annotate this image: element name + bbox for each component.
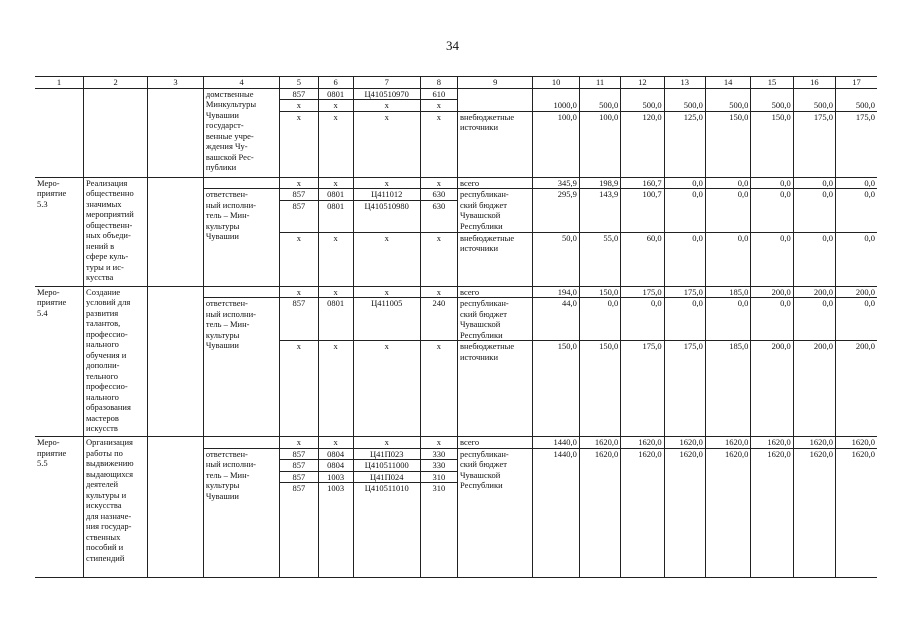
column-header: 5 xyxy=(280,77,318,89)
column-header: 14 xyxy=(705,77,750,89)
value-cell: 0,0 xyxy=(836,298,877,341)
value-cell: 0,0 xyxy=(751,232,793,286)
value-cell: 0,0 xyxy=(793,232,835,286)
cell-section: x xyxy=(318,100,353,112)
cell-section: 0804 xyxy=(318,448,353,460)
value-cell: 175,0 xyxy=(836,111,877,177)
column-header: 16 xyxy=(793,77,835,89)
cell-section: 1003 xyxy=(318,483,353,578)
activity-number: Меро- приятие 5.4 xyxy=(35,286,84,437)
funding-source: внебюджетные источники xyxy=(457,341,532,437)
value-cell: 500,0 xyxy=(751,100,793,112)
cell-target-article: Ц41П023 xyxy=(353,448,420,460)
table-row xyxy=(35,177,877,189)
cell-section: 0801 xyxy=(318,189,353,201)
value-cell: 100,0 xyxy=(533,111,579,177)
value-cell: 0,0 xyxy=(751,189,793,233)
value-cell: 1620,0 xyxy=(751,448,793,578)
value-cell: 160,7 xyxy=(621,177,664,189)
value-cell: 55,0 xyxy=(579,232,620,286)
cell-target-article: Ц410511000 xyxy=(353,460,420,472)
table-row xyxy=(35,286,877,298)
cell-target-article: x xyxy=(353,437,420,449)
activity-title: Организация работы по выдвижению выдающихся деятелей культуры и искусства для назначе- ния государ- ственных пособий и стипендий xyxy=(84,437,148,578)
cell-section: 0801 xyxy=(318,200,353,232)
cell-target-article: x xyxy=(353,111,420,177)
cell-section: 0804 xyxy=(318,460,353,472)
cell-target-article: x xyxy=(353,232,420,286)
funding-source: всего xyxy=(457,286,532,298)
column-header: 10 xyxy=(533,77,579,89)
cell-section: 0801 xyxy=(318,88,353,100)
cell-target-article: x xyxy=(353,177,420,189)
cell-section: x xyxy=(318,177,353,189)
cell-expense-group: x xyxy=(420,286,457,298)
cell-grbs: x xyxy=(280,111,318,177)
cell-target-article: x xyxy=(353,100,420,112)
value-cell: 1620,0 xyxy=(579,448,620,578)
value-cell: 0,0 xyxy=(705,298,750,341)
activity-title: Реализация общественно значимых мероприятий общественн- ных объеди- нений в сфере куль- туры и ис- кусства xyxy=(84,177,148,286)
cell-expense-group: 310 xyxy=(420,471,457,483)
cell-expense-group: 610 xyxy=(420,88,457,100)
funding-source: внебюджетные источники xyxy=(457,232,532,286)
value-cell: 175,0 xyxy=(621,341,664,437)
cell-grbs: x xyxy=(280,232,318,286)
cell-target-article: x xyxy=(353,341,420,437)
value-cell: 1620,0 xyxy=(579,437,620,449)
value-cell: 0,0 xyxy=(705,177,750,189)
cell-grbs: 857 xyxy=(280,483,318,578)
value-cell: 0,0 xyxy=(664,298,705,341)
funding-source: внебюджетные источники xyxy=(457,111,532,177)
value-cell: 500,0 xyxy=(664,100,705,112)
value-cell: 1620,0 xyxy=(793,448,835,578)
value-cell: 0,0 xyxy=(664,232,705,286)
value-cell: 0,0 xyxy=(664,177,705,189)
activity-title: Создание условий для развития талантов, профессио- нального обучения и дополни- тельного профессио- нального образования мастеров искусств xyxy=(84,286,148,437)
value-cell: 200,0 xyxy=(751,341,793,437)
cell-target-article: Ц411012 xyxy=(353,189,420,201)
executor-cell: домственные Минкультуры Чувашии государст- венные учре- ждения Чу- вашской Рес- публики xyxy=(203,88,279,177)
cell-target-article: Ц411005 xyxy=(353,298,420,341)
value-cell: 60,0 xyxy=(621,232,664,286)
funding-source: всего xyxy=(457,177,532,189)
value-cell: 50,0 xyxy=(533,232,579,286)
value-cell: 200,0 xyxy=(793,286,835,298)
value-cell: 1440,0 xyxy=(533,448,579,578)
value-cell: 500,0 xyxy=(705,100,750,112)
value-cell: 185,0 xyxy=(705,341,750,437)
value-cell: 44,0 xyxy=(533,298,579,341)
cell-grbs: 857 xyxy=(280,298,318,341)
value-cell: 200,0 xyxy=(836,341,877,437)
value-cell: 200,0 xyxy=(836,286,877,298)
cell-expense-group: x xyxy=(420,177,457,189)
cell-grbs: x xyxy=(280,341,318,437)
value-cell: 200,0 xyxy=(751,286,793,298)
value-cell: 150,0 xyxy=(579,341,620,437)
column-header: 7 xyxy=(353,77,420,89)
value-cell: 1620,0 xyxy=(664,448,705,578)
cell-grbs: x xyxy=(280,286,318,298)
value-cell: 175,0 xyxy=(664,286,705,298)
value-cell: 175,0 xyxy=(793,111,835,177)
column-header: 4 xyxy=(203,77,279,89)
value-cell: 1620,0 xyxy=(836,437,877,449)
value-cell: 1620,0 xyxy=(705,437,750,449)
funding-source: республикан- ский бюджет Чувашской Республики xyxy=(457,448,532,578)
funding-source: республикан- ский бюджет Чувашской Республики xyxy=(457,298,532,341)
value-cell: 0,0 xyxy=(751,177,793,189)
value-cell: 150,0 xyxy=(705,111,750,177)
cell-expense-group: x xyxy=(420,100,457,112)
value-cell: 150,0 xyxy=(751,111,793,177)
value-cell: 143,9 xyxy=(579,189,620,233)
value-cell: 0,0 xyxy=(705,232,750,286)
value-cell: 0,0 xyxy=(793,189,835,233)
cell-section: 1003 xyxy=(318,471,353,483)
column-header-row xyxy=(35,77,877,89)
table-row xyxy=(35,88,877,100)
cell-expense-group: x xyxy=(420,111,457,177)
cell-grbs: 857 xyxy=(280,200,318,232)
cell-expense-group: 630 xyxy=(420,200,457,232)
cell-section: x xyxy=(318,437,353,449)
executor-cell: ответствен- ный исполни- тель – Мин- культуры Чувашии xyxy=(203,448,279,578)
cell-grbs: 857 xyxy=(280,471,318,483)
cell-expense-group: 330 xyxy=(420,448,457,460)
column-header: 12 xyxy=(621,77,664,89)
cell-target-article: x xyxy=(353,286,420,298)
budget-table xyxy=(35,76,877,578)
value-cell: 194,0 xyxy=(533,286,579,298)
cell-grbs: x xyxy=(280,100,318,112)
value-cell: 0,0 xyxy=(751,298,793,341)
value-cell: 0,0 xyxy=(836,232,877,286)
cell-target-article: Ц41П024 xyxy=(353,471,420,483)
value-cell: 500,0 xyxy=(836,100,877,112)
value-cell: 150,0 xyxy=(579,286,620,298)
value-cell: 1620,0 xyxy=(836,448,877,578)
column-header: 17 xyxy=(836,77,877,89)
cell-grbs: 857 xyxy=(280,460,318,472)
value-cell: 200,0 xyxy=(793,341,835,437)
value-cell: 1620,0 xyxy=(793,437,835,449)
cell-target-article: Ц410511010 xyxy=(353,483,420,578)
cell-section: x xyxy=(318,286,353,298)
value-cell: 1440,0 xyxy=(533,437,579,449)
value-cell: 185,0 xyxy=(705,286,750,298)
value-cell: 100,7 xyxy=(621,189,664,233)
cell-expense-group: 310 xyxy=(420,483,457,578)
cell-expense-group: 240 xyxy=(420,298,457,341)
value-cell: 0,0 xyxy=(793,298,835,341)
cell-section: x xyxy=(318,341,353,437)
value-cell: 295,9 xyxy=(533,189,579,233)
column-header: 13 xyxy=(664,77,705,89)
activity-number: Меро- приятие 5.5 xyxy=(35,437,84,578)
cell-grbs: 857 xyxy=(280,88,318,100)
value-cell: 1620,0 xyxy=(705,448,750,578)
value-cell: 500,0 xyxy=(793,100,835,112)
table-row xyxy=(35,437,877,449)
activity-number: Меро- приятие 5.3 xyxy=(35,177,84,286)
value-cell: 120,0 xyxy=(621,111,664,177)
value-cell: 0,0 xyxy=(664,189,705,233)
column-header: 6 xyxy=(318,77,353,89)
value-cell: 1620,0 xyxy=(751,437,793,449)
column-header: 3 xyxy=(148,77,204,89)
cell-target-article: Ц410510970 xyxy=(353,88,420,100)
value-cell: 198,9 xyxy=(579,177,620,189)
value-cell: 0,0 xyxy=(836,189,877,233)
value-cell: 175,0 xyxy=(664,341,705,437)
value-cell: 500,0 xyxy=(579,100,620,112)
cell-expense-group: x xyxy=(420,232,457,286)
cell-grbs: 857 xyxy=(280,189,318,201)
value-cell: 150,0 xyxy=(533,341,579,437)
column-header: 11 xyxy=(579,77,620,89)
value-cell: 0,0 xyxy=(793,177,835,189)
column-header: 1 xyxy=(35,77,84,89)
cell-expense-group: x xyxy=(420,341,457,437)
funding-source: республикан- ский бюджет Чувашской Республики xyxy=(457,189,532,233)
cell-section: x xyxy=(318,232,353,286)
cell-expense-group: 630 xyxy=(420,189,457,201)
page-number: 34 xyxy=(446,38,459,53)
value-cell: 1620,0 xyxy=(621,448,664,578)
value-cell: 1000,0 xyxy=(533,100,579,112)
value-cell: 500,0 xyxy=(621,100,664,112)
cell-grbs: x xyxy=(280,177,318,189)
column-header: 8 xyxy=(420,77,457,89)
value-cell: 345,9 xyxy=(533,177,579,189)
value-cell: 1620,0 xyxy=(621,437,664,449)
executor-cell: ответствен- ный исполни- тель – Мин- культуры Чувашии xyxy=(203,298,279,437)
cell-expense-group: 330 xyxy=(420,460,457,472)
executor-cell: ответствен- ный исполни- тель – Мин- культуры Чувашии xyxy=(203,189,279,287)
cell-grbs: 857 xyxy=(280,448,318,460)
cell-target-article: Ц410510980 xyxy=(353,200,420,232)
cell-section: x xyxy=(318,111,353,177)
value-cell: 0,0 xyxy=(705,189,750,233)
value-cell: 100,0 xyxy=(579,111,620,177)
value-cell: 1620,0 xyxy=(664,437,705,449)
value-cell: 0,0 xyxy=(621,298,664,341)
value-cell: 125,0 xyxy=(664,111,705,177)
value-cell: 0,0 xyxy=(579,298,620,341)
value-cell: 0,0 xyxy=(836,177,877,189)
cell-section: 0801 xyxy=(318,298,353,341)
cell-grbs: x xyxy=(280,437,318,449)
funding-source: всего xyxy=(457,437,532,449)
column-header: 15 xyxy=(751,77,793,89)
column-header: 9 xyxy=(457,77,532,89)
cell-expense-group: x xyxy=(420,437,457,449)
column-header: 2 xyxy=(84,77,148,89)
value-cell: 175,0 xyxy=(621,286,664,298)
